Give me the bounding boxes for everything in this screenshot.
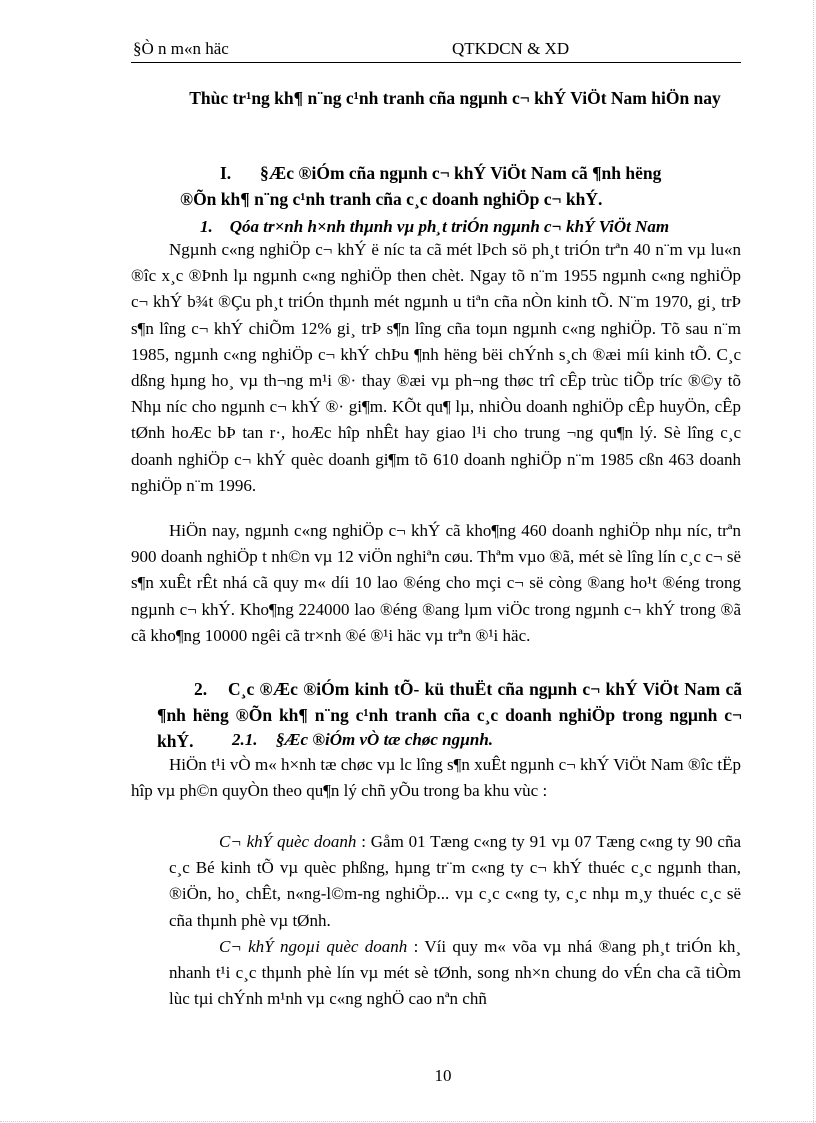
page-bottom-border [0,1121,816,1122]
page-title: Thùc tr¹ng kh¶ n¨ng c¹nh tranh cña ngµnh c¬ khÝ ViÖt Nam hiÖn nay [189,88,721,108]
subsection-heading-2-1 [232,727,742,753]
paragraph-text: : Víi quy m« võa vµ nhá ®ang ph¸t triÓn kh¸ nhanh t¹i c¸c thµnh phè lín vµ mét sè tØnh, song nh×n chung do vÉn cha cã tiÒm lùc tµi chÝnh m¹nh vµ c«ng nghÖ cao nªn chñ [169,937,742,1009]
page-number: 10 [434,1066,452,1085]
section-heading-line2: ®Õn kh¶ n¨ng c¹nh tranh cña c¸c doanh nghiÖp c¬ khÝ. [180,189,603,209]
subsection-heading-text: Qóa tr×nh h×nh thµnh vµ ph¸t triÓn ngµnh c¬ khÝ ViÖt Nam [229,217,670,236]
paragraph-history [131,237,741,499]
subsection-heading-text: §Æc ®iÓm vÒ tæ chøc ngµnh. [276,730,494,749]
subsection-number: 2. [194,679,208,699]
paragraph-non-state [169,934,741,1013]
header-left-text: §Ò n m«n häc [133,39,229,58]
paragraph-organization [131,752,741,804]
section-number: I. [220,163,232,183]
paragraph-label: C¬ khÝ ngoµi quèc doanh [219,937,408,956]
paragraph-text: Ngµnh c«ng nghiÖp c¬ khÝ ë níc ta cã mét lÞch sö ph¸t triÓn trªn 40 n¨m vµ lu«n ®îc x¸c ®Þnh lµ ngµnh c«ng nghiÖp then chèt. Ngay tõ n¨m 1955 ngµnh c«ng nghiÖp c¬ khÝ b¾t ®Çu ph¸t triÓn thµnh mét ngµnh u tiªn cña nÒn kinh tÕ. N¨m 1970, gi¸ trÞ s¶n lîng c¬ khÝ chiÕm 12% gi¸ trÞ s¶n lîng cña toµn ngµnh c«ng nghiÖp. Tõ sau n¨m 1985, ngµnh c«ng nghiÖp c¬ khÝ chÞu ¶nh hëng bëi chÝnh s¸ch ®æi míi kinh tÕ. C¸c dßng hµng ho¸ vµ th¬ng m¹i ®· thay ®æi vµ ph¬ng thøc trî cÊp trùc tiÕp tríc ®©y tõ Nhµ níc cho ngµnh c¬ khÝ ®· gi¶m. KÕt qu¶ lµ, nhiÒu doanh nghiÖp cÊp huyÖn, cÊp tØnh hoÆc bÞ tan r·, hoÆc hîp nhÊt hay giao l¹i cho trung ¬ng qu¶n lý. Sè lîng c¸c doanh nghiÖp c¬ khÝ quèc doanh gi¶m tõ 610 doanh nghiÖp n¨m 1985 cßn 463 doanh nghiÖp n¨m 1996. [131,240,741,495]
paragraph-current-state [131,518,741,649]
section-heading-line1: §Æc ®iÓm cña ngµnh c¬ khÝ ViÖt Nam cã ¶nh hëng [260,163,662,183]
header-right-text: QTKDCN & XD [452,39,570,58]
paragraph-text: : Gåm 01 Tæng c«ng ty 91 vµ 07 Tæng c«ng ty 90 cña c¸c Bé kinh tÕ vµ quèc phßng, hµng tr¨m c«ng ty c¬ khÝ thuéc c¸c ngµnh than, ®iÖn, ho¸ chÊt, n«ng-l©m-ng nghiÖp... vµ c¸c c«ng ty, c¸c nhµ m¸y thuéc c¸c së cña thµnh phè vµ tØnh. [169,832,741,930]
header-rule [131,62,741,63]
section-heading-1 [180,160,740,212]
page-side-border [813,0,814,1123]
subsection-heading-text: C¸c ®Æc ®iÓm kinh tÕ- kü thuËt cña ngµnh c¬ khÝ ViÖt Nam cã ¶nh hëng ®Õn kh¶ n¨ng c¹nh tranh cña c¸c doanh nghiÖp trong ngµnh c¬ khÝ. [157,679,742,751]
paragraph-text: HiÖn nay, ngµnh c«ng nghiÖp c¬ khÝ cã kho¶ng 460 doanh nghiÖp nhµ níc, trªn 900 doanh nghiÖp t nh©n vµ 12 viÖn nghiªn cøu. Thªm vµo ®ã, mét sè lîng lín c¸c c¬ së s¶n xuÊt rÊt nhá cã quy m« díi 10 lao ®éng cho mçi c¬ së còng ®ang ho¹t ®éng trong ngµnh c¬ khÝ. Kho¶ng 224000 lao ®éng ®ang lµm viÖc trong ngµnh c¬ khÝ trong ®ã cã kho¶ng 10000 ngêi cã tr×nh ®é ®¹i häc vµ trªn ®¹i häc. [131,521,741,645]
paragraph-text: HiÖn t¹i vÒ m« h×nh tæ chøc vµ lc lîng s¶n xuÊt ngµnh c¬ khÝ ViÖt Nam ®îc tËp hîp vµ ph©n quyÒn theo qu¶n lý chñ yÕu trong ba khu vùc : [131,755,741,801]
paragraph-state-owned [169,829,741,934]
subsection-number: 2.1. [232,730,258,749]
paragraph-label: C¬ khÝ quèc doanh [219,832,357,851]
subsection-number: 1. [200,217,213,236]
